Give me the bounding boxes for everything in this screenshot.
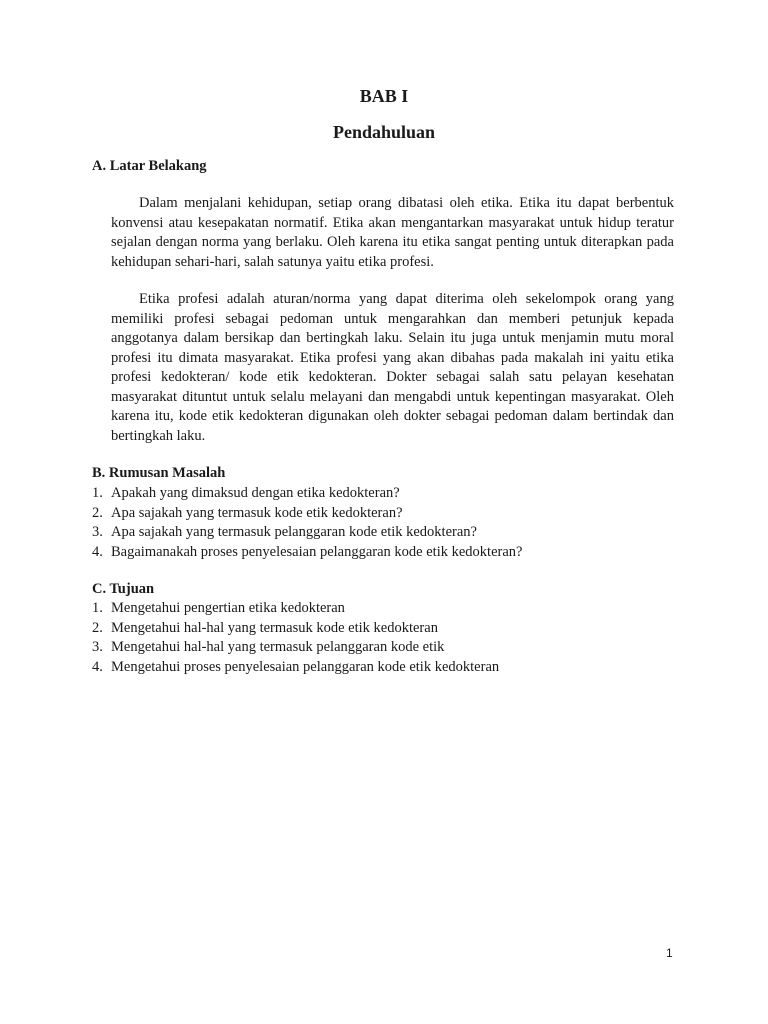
list-item-number: 1.	[92, 485, 103, 501]
list-item	[92, 638, 692, 658]
chapter-title: BAB I	[359, 86, 409, 106]
list-item	[92, 504, 692, 524]
list-item-text: Mengetahui proses penyelesaian pelanggaran kode etik kedokteran	[111, 658, 500, 675]
list-item-number: 3.	[92, 639, 103, 655]
chapter-subtitle: Pendahuluan	[332, 122, 436, 142]
paragraph-2: Etika profesi adalah aturan/norma yang dapat diterima oleh sekelompok orang yang memiliki profesi sebagai pedoman untuk mengarahkan dan memberi petunjuk kepada anggotanya dalam bersikap dan bertingkah laku. Selain itu juga untuk menjamin mutu moral profesi itu dimata masyarakat. Etika profesi yang akan dibahas pada makalah ini yaitu etika profesi kedokteran/ kode etik kedokteran. Dokter sebagai salah satu pelayan kesehatan masyarakat dituntut untuk selalu melayani dan mengabdi untuk kepentingan masyarakat. Oleh karena itu, kode etik kedokteran digunakan oleh dokter sebagai pedoman dalam bertindak dan bertingkah laku.	[111, 291, 674, 444]
list-item-text: Bagaimanakah proses penyelesaian pelanggaran kode etik kedokteran?	[111, 543, 523, 560]
section-b-heading: B. Rumusan Masalah	[92, 465, 226, 481]
list-item-number: 4.	[92, 658, 103, 675]
list-item	[92, 619, 692, 639]
list-item	[92, 599, 692, 619]
list-item-number: 4.	[92, 543, 103, 560]
section-c-heading: C. Tujuan	[92, 581, 155, 597]
list-item-number: 3.	[92, 524, 103, 540]
list-item-text: Apa sajakah yang termasuk kode etik kedokteran?	[111, 504, 403, 521]
list-item-text: Apa sajakah yang termasuk pelanggaran kode etik kedokteran?	[111, 524, 477, 540]
section-a-heading: A. Latar Belakang	[92, 158, 207, 174]
list-item-text: Mengetahui hal-hal yang termasuk kode etik kedokteran	[111, 619, 438, 636]
list-item	[92, 523, 692, 543]
paragraph-1: Dalam menjalani kehidupan, setiap orang dibatasi oleh etika. Etika itu dapat berbentuk konvensi atau kesepakatan normatif. Etika akan mengantarkan masyarakat untuk hidup teratur sejalan dengan norma yang berlaku. Oleh karena itu etika sangat penting untuk diterapkan pada kehidupan sehari-hari, salah satunya yaitu etika profesi.	[111, 195, 674, 270]
list-item-number: 1.	[92, 600, 103, 616]
rumusan-masalah-list	[92, 484, 692, 562]
page-number: 1	[666, 946, 673, 960]
list-item	[92, 543, 692, 563]
list-item-text: Mengetahui hal-hal yang termasuk pelanggaran kode etik	[111, 639, 445, 655]
list-item	[92, 658, 692, 678]
list-item-text: Apakah yang dimaksud dengan etika kedokteran?	[111, 485, 400, 501]
list-item	[92, 484, 692, 504]
list-item-number: 2.	[92, 619, 103, 636]
tujuan-list	[92, 599, 692, 677]
list-item-text: Mengetahui pengertian etika kedokteran	[111, 600, 345, 616]
list-item-number: 2.	[92, 504, 103, 521]
